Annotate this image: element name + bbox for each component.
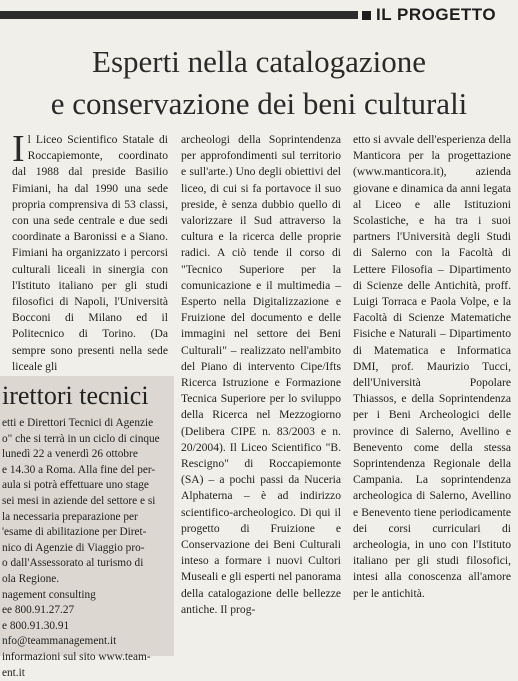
sidebar-line: nfo@teammanagement.it bbox=[2, 634, 170, 650]
article-column-2 bbox=[181, 132, 341, 652]
sidebar-line: o dall'Assessorato al turismo di bbox=[2, 556, 170, 572]
section-header bbox=[0, 0, 518, 30]
sidebar-line: ola Regione. bbox=[2, 572, 170, 588]
sidebar-line: etti e Direttori Tecnici di Agenzie bbox=[2, 416, 170, 432]
sidebar-line: ee 800.91.27.27 bbox=[2, 603, 170, 619]
sidebar-line: lunedì 22 a venerdì 26 ottobre bbox=[2, 447, 170, 463]
sidebar-line: 'esame di abilitazione per Diret- bbox=[2, 525, 170, 541]
article-column-2-text: archeologi della Soprintendenza per approfondimenti sul territorio e sull'arte.) Uno degli obiettivi del liceo, di cui si fa portavoce il suo preside, è senza dubbio quello di valorizzare il Sud attraverso la cultura e la ricerca delle proprie radici. A ciò tende il corso di "Tecnico Superiore per la comunicazione e il multimedia – Esperto nella Digitalizzazione e Fruizione del documento e delle immagini nel settore dei Beni Culturali" – realizzato nell'ambito del Piano di intervento Cipe/Ifts Ricerca Istruzione e Formazione Tecnica Superiore per lo sviluppo della Ricerca nel Mezzogiorno (Delibera CIPE n. 83/2003 e n. 20/2004). Il Liceo Scientifico "B. Rescigno" di Roccapiemonte (SA) – a pochi passi da Nuceria Alphaterna – è ad indirizzo scientifico-archeologico. Di qui il progetto di Fruizione e Conservazione dei Beni Culturali inteso a formare i nuovi Cultori Museali e gli esperti nel panorama della catalogazione delle bellezze antiche. Il prog- bbox=[181, 132, 341, 618]
drop-cap: I bbox=[12, 132, 28, 164]
article-column-1 bbox=[12, 132, 168, 372]
section-square-icon bbox=[362, 11, 371, 20]
sidebar-line: nico di Agenzie di Viaggio pro- bbox=[2, 541, 170, 557]
sidebar-line: sei mesi in aziende del settore e si bbox=[2, 494, 170, 510]
article-column-3-text: etto si avvale dell'esperienza della Manticora per la progettazione (www.manticora.it), azienda giovane e dinamica da anni legata al Liceo e alle Istituzioni Scolastiche, e ha tra i suoi partners l'Università degli Studi di Salerno con la Facoltà di Lettere Filosofia – Dipartimento di Scienze delle Antichità, proff. Luigi Torraca e Paola Volpe, e la Facoltà di Scienze Matematiche Fisiche e Naturali – Dipartimento di Matematica e Informatica DMI, prof. Maurizio Tucci, dell'Università Popolare Thiassos, e della Soprintendenza per i Beni Archeologici delle province di Salerno, Avellino e Benevento come della stessa Soprintendenza Regionale della Campania. La soprintendenza archeologica di Salerno, Avellino e Benevento tiene periodicamente dei corsi curriculari di archeologia, in uno con l'Istituto italiano per gli studi filosofici, intesi alla conoscenza all'amore per le antichità. bbox=[353, 132, 511, 602]
sidebar-body bbox=[2, 416, 170, 681]
sidebar-line: nagement consulting bbox=[2, 588, 170, 604]
sidebar-line: ent.it bbox=[2, 666, 170, 681]
article-column-3 bbox=[353, 132, 511, 652]
sidebar-line: o" che si terrà in un ciclo di cinque bbox=[2, 432, 170, 448]
sidebar-line: la necessaria preparazione per bbox=[2, 510, 170, 526]
section-label bbox=[362, 3, 518, 27]
headline-line-2: e conservazione dei beni culturali bbox=[0, 84, 518, 124]
article-column-1-text: l Liceo Scientifico Statale di Roccapiemonte, coordinato dal 1988 dal preside Basilio Fimiani, ha dal 1990 una sede propria comprensiva di 53 classi, con una sede centrale e due sedi coordinate a Baronissi e a Siano. Fimiani ha organizzato i percorsi culturali liceali in sinergia con l'Istituto italiano per gli studi filosofici di Napoli, l'Università Bocconi di Milano ed il Politecnico di Torino. (Da sempre sono presenti nella sede liceale gli bbox=[12, 132, 168, 375]
sidebar-line: informazioni sul sito www.team- bbox=[2, 650, 170, 666]
sidebar-line: aula si potrà effettuare uno stage bbox=[2, 478, 170, 494]
sidebar-box bbox=[0, 376, 174, 656]
section-rule bbox=[0, 11, 358, 19]
sidebar-line: e 14.30 a Roma. Alla fine del per- bbox=[2, 463, 170, 479]
sidebar-title: irettori tecnici bbox=[2, 380, 149, 412]
section-label-text: IL PROGETTO bbox=[376, 5, 496, 25]
sidebar-line: e 800.91.30.91 bbox=[2, 619, 170, 635]
headline-line-1: Esperti nella catalogazione bbox=[0, 42, 518, 82]
